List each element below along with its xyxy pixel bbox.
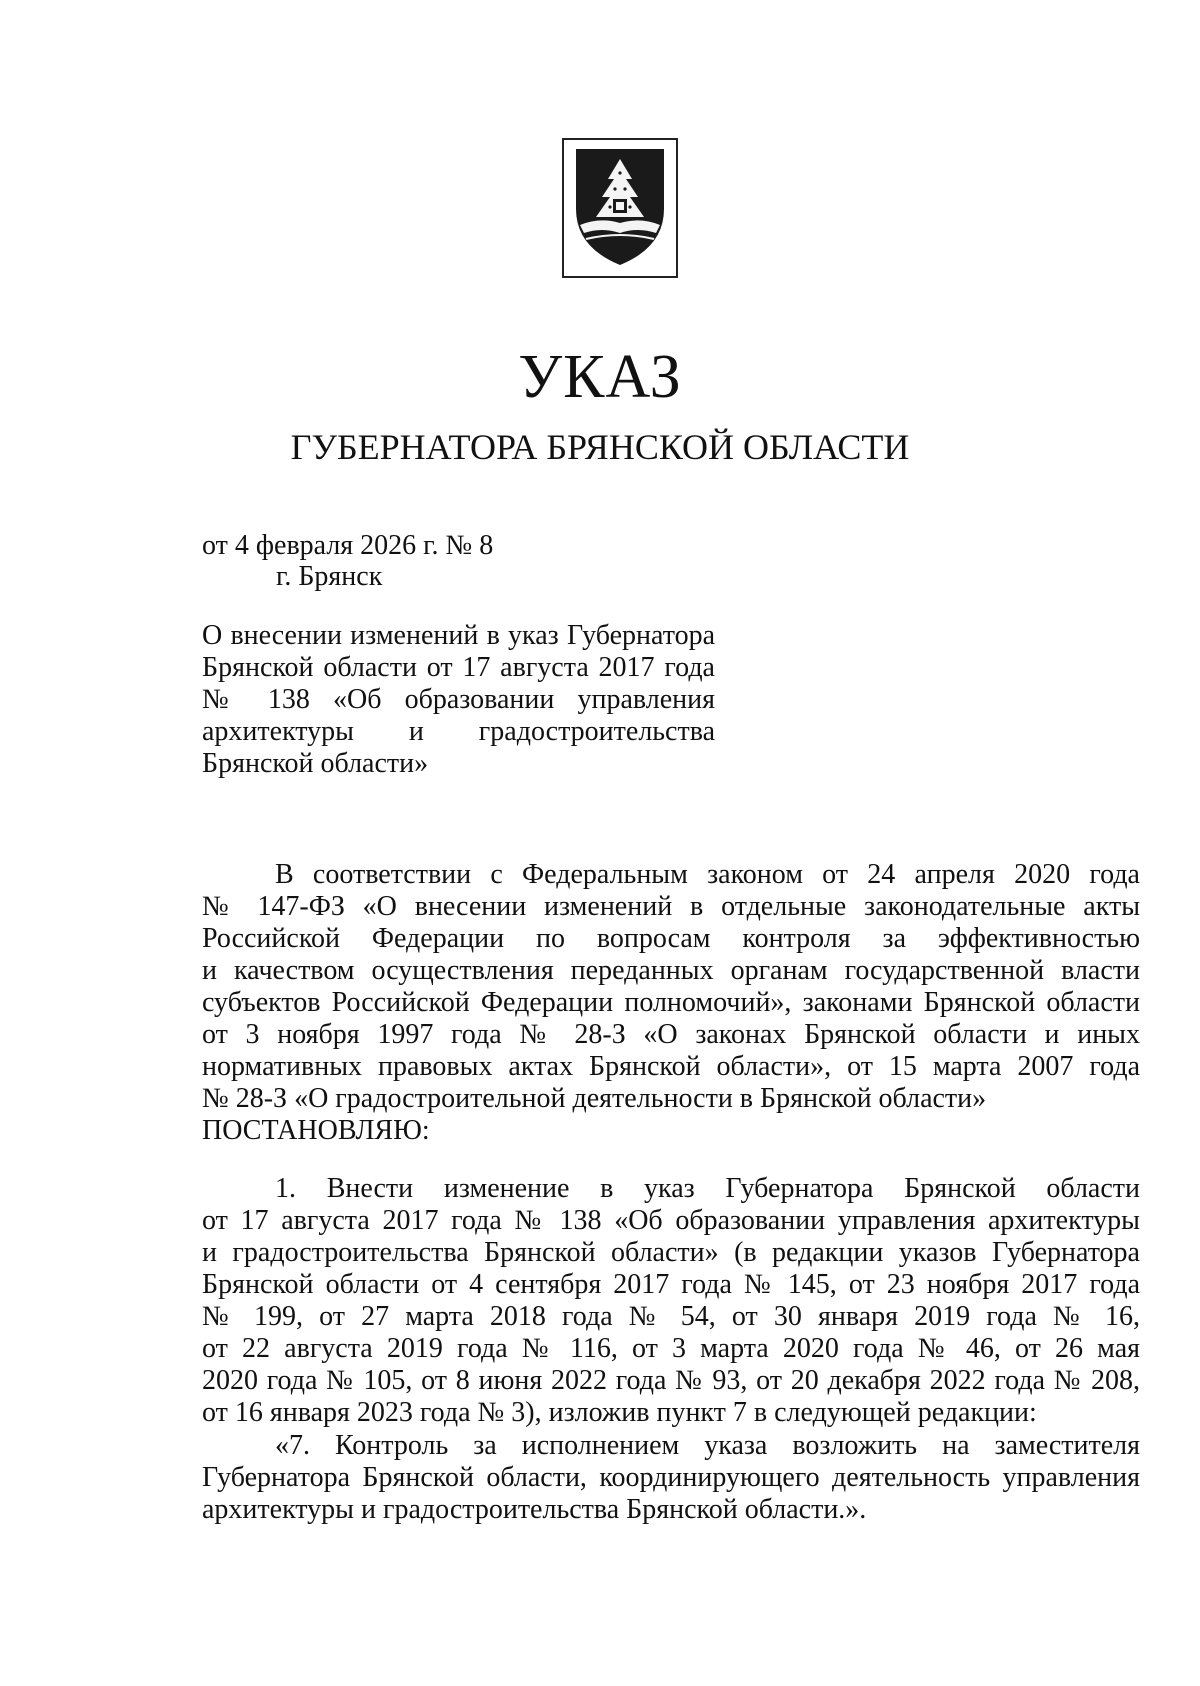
city: г. Брянск [276,561,383,592]
coat-of-arms-emblem [562,138,678,278]
quote-line: «7. Контроль за исполнением указа возложить на заместителя [275,1430,1140,1461]
quote-line: архитектуры и градостроительства Брянской области.». [202,1494,867,1525]
item-line: от 16 января 2023 года № 3), изложив пункт 7 в следующей редакции: [202,1397,1037,1428]
preamble-line: и качеством осуществления переданных органам государственной власти [202,955,1140,986]
preamble-line: нормативных правовых актах Брянской области», от 15 марта 2007 года [202,1051,1140,1082]
preamble-line: Российской Федерации по вопросам контроля за эффективностью [202,923,1140,954]
subject-line: архитектуры и градостроительства [202,716,715,747]
item-line: от 17 августа 2017 года № 138 «Об образовании управления архитектуры [202,1205,1140,1236]
quote-line: Губернатора Брянской области, координирующего деятельность управления [202,1462,1140,1493]
preamble-line: субъектов Российской Федерации полномочий», законами Брянской области [202,987,1140,1018]
preamble-line: № 147-ФЗ «О внесении изменений в отдельные законодательные акты [202,891,1140,922]
preamble-line: № 28-З «О градостроительной деятельности в Брянской области» [202,1083,987,1114]
item-line: Брянской области от 4 сентября 2017 года № 145, от 23 ноября 2017 года [202,1269,1140,1300]
item-line: 1. Внести изменение в указ Губернатора Брянской области [275,1173,1140,1204]
document-title: УКАЗ [518,343,682,411]
preamble-line: от 3 ноября 1997 года № 28-З «О законах Брянской области и иных [202,1019,1140,1050]
item-line: № 199, от 27 марта 2018 года № 54, от 30 января 2019 года № 16, [202,1301,1140,1332]
emblem-icon [572,147,668,269]
subject-line: Брянской области от 17 августа 2017 года [202,652,715,683]
subject-line: Брянской области» [202,748,429,779]
item-line: и градостроительства Брянской области» (в редакции указов Губернатора [202,1237,1140,1268]
resolution-word: ПОСТАНОВЛЯЮ: [202,1115,430,1146]
preamble-line: В соответствии с Федеральным законом от 24 апреля 2020 года [275,859,1140,890]
document-subtitle: ГУБЕРНАТОРА БРЯНСКОЙ ОБЛАСТИ [290,427,910,467]
subject-line: № 138 «Об образовании управления [202,684,715,715]
date-number: от 4 февраля 2026 г. № 8 [202,530,494,561]
item-line: 2020 года № 105, от 8 июня 2022 года № 93, от 20 декабря 2022 года № 208, [202,1365,1140,1396]
item-line: от 22 августа 2019 года № 116, от 3 марта 2020 года № 46, от 26 мая [202,1333,1140,1364]
subject-line: О внесении изменений в указ Губернатора [202,620,715,651]
